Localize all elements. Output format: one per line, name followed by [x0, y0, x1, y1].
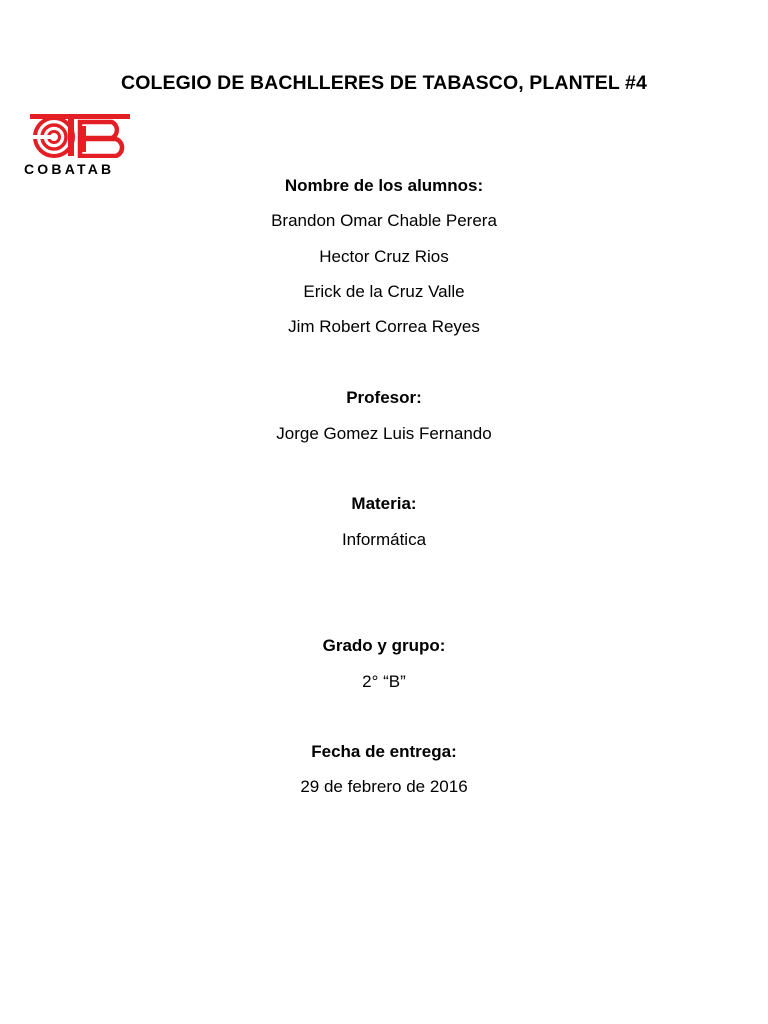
student-name: Jim Robert Correa Reyes	[288, 317, 480, 336]
logo-text: COBATAB	[24, 161, 115, 177]
subject-value: Informática	[341, 530, 427, 549]
due-date-heading: Fecha de entrega:	[311, 742, 457, 761]
students-heading: Nombre de los alumnos:	[284, 176, 484, 195]
teacher-name: Jorge Gomez Luis Fernando	[276, 424, 492, 443]
teacher-heading: Profesor:	[346, 388, 422, 407]
grade-value: 2° “B”	[362, 672, 406, 691]
student-name: Hector Cruz Rios	[319, 247, 449, 266]
due-date-value: 29 de febrero de 2016	[300, 777, 468, 796]
cobatab-logo	[24, 112, 140, 182]
grade-heading: Grado y grupo:	[322, 636, 446, 655]
student-name: Brandon Omar Chable Perera	[271, 211, 497, 230]
student-name: Erick de la Cruz Valle	[303, 282, 465, 301]
page-title: COLEGIO DE BACHLLERES DE TABASCO, PLANTEL #4	[121, 72, 647, 94]
cobatab-logo-icon	[24, 112, 140, 158]
subject-heading: Materia:	[351, 494, 417, 513]
